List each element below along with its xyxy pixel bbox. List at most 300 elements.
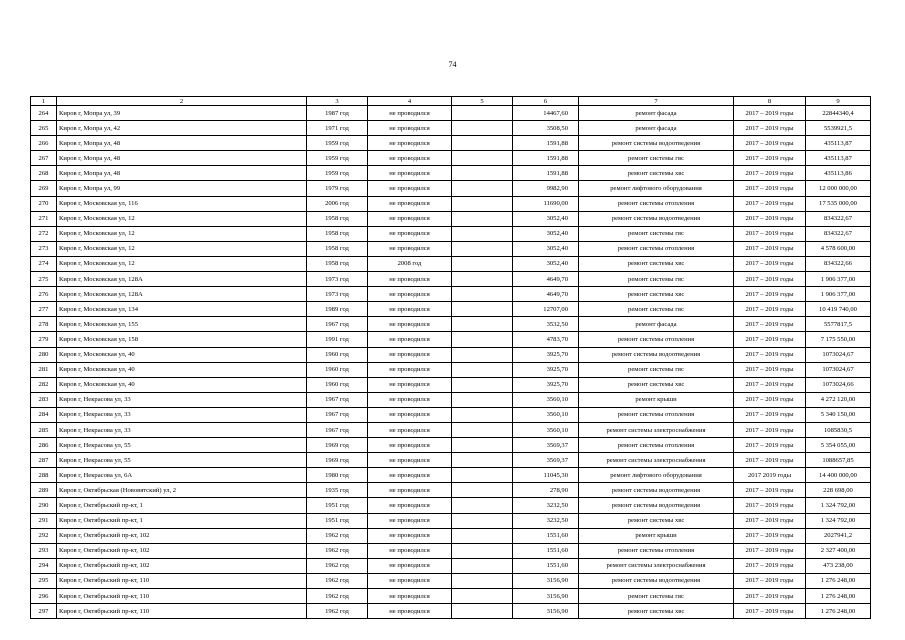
row-number-cell: 287 [31, 453, 57, 468]
area-cell: 3052,40 [513, 211, 579, 226]
area-cell: 278,90 [513, 483, 579, 498]
cost-cell: 1088657,85 [806, 453, 871, 468]
last-repair-cell: 2008 год [368, 256, 452, 271]
cost-cell: 435113,87 [806, 136, 871, 151]
build-year-cell: 1967 год [307, 317, 368, 332]
cost-cell: 5577817,5 [806, 317, 871, 332]
col5-cell [452, 317, 513, 332]
cost-cell: 1 906 377,00 [806, 287, 871, 302]
address-cell: Киров г, Мопра ул, 48 [57, 166, 307, 181]
work-type-cell: ремонт крыши [579, 392, 734, 407]
build-year-cell: 1973 год [307, 272, 368, 287]
period-cell: 2017 – 2019 годы [734, 151, 806, 166]
cost-cell: 1073024,66 [806, 377, 871, 392]
col5-cell [452, 498, 513, 513]
cost-cell: 834322,66 [806, 256, 871, 271]
address-cell: Киров г, Некрасова ул, 6А [57, 468, 307, 483]
table-row [31, 287, 871, 302]
col5-cell [452, 589, 513, 604]
build-year-cell: 1980 год [307, 468, 368, 483]
col5-cell [452, 558, 513, 573]
build-year-cell: 1959 год [307, 151, 368, 166]
col5-cell [452, 422, 513, 437]
cost-cell: 7 175 550,00 [806, 332, 871, 347]
row-number-cell: 273 [31, 241, 57, 256]
period-cell: 2017 – 2019 годы [734, 558, 806, 573]
cost-cell: 17 535 000,00 [806, 196, 871, 211]
work-type-cell: ремонт системы хвс [579, 377, 734, 392]
row-number-cell: 289 [31, 483, 57, 498]
row-number-cell: 275 [31, 272, 57, 287]
last-repair-cell: не проводился [368, 604, 452, 619]
build-year-cell: 1958 год [307, 226, 368, 241]
build-year-cell: 1951 год [307, 513, 368, 528]
work-type-cell: ремонт лифтового оборудования [579, 181, 734, 196]
address-cell: Киров г, Московская ул, 155 [57, 317, 307, 332]
work-type-cell: ремонт системы гвс [579, 272, 734, 287]
build-year-cell: 1971 год [307, 121, 368, 136]
address-cell: Киров г, Октябрьский пр-кт, 1 [57, 513, 307, 528]
build-year-cell: 1959 год [307, 166, 368, 181]
period-cell: 2017 – 2019 годы [734, 513, 806, 528]
table-row [31, 272, 871, 287]
table-row [31, 573, 871, 588]
period-cell: 2017 – 2019 годы [734, 121, 806, 136]
address-cell: Киров г, Московская ул, 128А [57, 287, 307, 302]
col5-cell [452, 272, 513, 287]
area-cell: 11690,00 [513, 196, 579, 211]
row-number-cell: 278 [31, 317, 57, 332]
last-repair-cell: не проводился [368, 528, 452, 543]
build-year-cell: 1987 год [307, 106, 368, 121]
address-cell: Киров г, Октябрьский пр-кт, 102 [57, 543, 307, 558]
col5-cell [452, 256, 513, 271]
cost-cell: 5539921,5 [806, 121, 871, 136]
row-number-cell: 294 [31, 558, 57, 573]
table-row [31, 151, 871, 166]
period-cell: 2017 – 2019 годы [734, 181, 806, 196]
build-year-cell: 1935 год [307, 483, 368, 498]
address-cell: Киров г, Мопра ул, 39 [57, 106, 307, 121]
cost-cell: 1073024,67 [806, 362, 871, 377]
period-cell: 2017 – 2019 годы [734, 543, 806, 558]
table-body [31, 106, 871, 619]
col-header-7: 7 [579, 97, 734, 106]
work-type-cell: ремонт фасада [579, 121, 734, 136]
area-cell: 3569,37 [513, 453, 579, 468]
work-type-cell: ремонт системы водоотведения [579, 136, 734, 151]
period-cell: 2017 – 2019 годы [734, 347, 806, 362]
area-cell: 1591,88 [513, 166, 579, 181]
col-header-3: 3 [307, 97, 368, 106]
period-cell: 2017 – 2019 годы [734, 438, 806, 453]
last-repair-cell: не проводился [368, 241, 452, 256]
area-cell: 3532,50 [513, 317, 579, 332]
table-row [31, 302, 871, 317]
table-row [31, 166, 871, 181]
period-cell: 2017 – 2019 годы [734, 166, 806, 181]
cost-cell: 435113,86 [806, 166, 871, 181]
col5-cell [452, 332, 513, 347]
col-header-9: 9 [806, 97, 871, 106]
work-type-cell: ремонт системы электроснабжения [579, 422, 734, 437]
row-number-cell: 297 [31, 604, 57, 619]
cost-cell: 1 276 248,00 [806, 589, 871, 604]
work-type-cell: ремонт системы хвс [579, 287, 734, 302]
last-repair-cell: не проводился [368, 332, 452, 347]
area-cell: 3925,70 [513, 347, 579, 362]
col5-cell [452, 241, 513, 256]
last-repair-cell: не проводился [368, 392, 452, 407]
work-type-cell: ремонт системы гвс [579, 589, 734, 604]
row-number-cell: 291 [31, 513, 57, 528]
work-type-cell: ремонт системы гвс [579, 151, 734, 166]
address-cell: Киров г, Московская ул, 128А [57, 272, 307, 287]
table-row [31, 181, 871, 196]
col5-cell [452, 211, 513, 226]
col5-cell [452, 151, 513, 166]
period-cell: 2017 – 2019 годы [734, 422, 806, 437]
last-repair-cell: не проводился [368, 166, 452, 181]
period-cell: 2017 – 2019 годы [734, 302, 806, 317]
last-repair-cell: не проводился [368, 543, 452, 558]
table-row [31, 136, 871, 151]
table-row [31, 121, 871, 136]
build-year-cell: 2006 год [307, 196, 368, 211]
row-number-cell: 274 [31, 256, 57, 271]
row-number-cell: 283 [31, 392, 57, 407]
area-cell: 3508,50 [513, 121, 579, 136]
period-cell: 2017 – 2019 годы [734, 453, 806, 468]
address-cell: Киров г, Некрасова ул, 55 [57, 438, 307, 453]
build-year-cell: 1973 год [307, 287, 368, 302]
last-repair-cell: не проводился [368, 453, 452, 468]
col5-cell [452, 106, 513, 121]
work-type-cell: ремонт системы гвс [579, 226, 734, 241]
row-number-cell: 295 [31, 573, 57, 588]
address-cell: Киров г, Московская ул, 116 [57, 196, 307, 211]
period-cell: 2017 – 2019 годы [734, 407, 806, 422]
area-cell: 3560,10 [513, 392, 579, 407]
address-cell: Киров г, Московская ул, 134 [57, 302, 307, 317]
col5-cell [452, 302, 513, 317]
work-type-cell: ремонт фасада [579, 106, 734, 121]
cost-cell: 5 340 150,00 [806, 407, 871, 422]
build-year-cell: 1967 год [307, 407, 368, 422]
last-repair-cell: не проводился [368, 558, 452, 573]
table-row [31, 211, 871, 226]
cost-cell: 473 238,00 [806, 558, 871, 573]
period-cell: 2017 – 2019 годы [734, 287, 806, 302]
row-number-cell: 265 [31, 121, 57, 136]
address-cell: Киров г, Московская ул, 12 [57, 226, 307, 241]
col5-cell [452, 604, 513, 619]
last-repair-cell: не проводился [368, 468, 452, 483]
area-cell: 3156,90 [513, 589, 579, 604]
row-number-cell: 296 [31, 589, 57, 604]
table-row [31, 604, 871, 619]
col5-cell [452, 392, 513, 407]
cost-cell: 228 698,00 [806, 483, 871, 498]
work-type-cell: ремонт лифтового оборудования [579, 468, 734, 483]
period-cell: 2017 – 2019 годы [734, 136, 806, 151]
cost-cell: 1085830,5 [806, 422, 871, 437]
col-header-5: 5 [452, 97, 513, 106]
row-number-cell: 290 [31, 498, 57, 513]
period-cell: 2017 – 2019 годы [734, 332, 806, 347]
cost-cell: 10 419 740,00 [806, 302, 871, 317]
col5-cell [452, 513, 513, 528]
period-cell: 2017 – 2019 годы [734, 226, 806, 241]
last-repair-cell: не проводился [368, 136, 452, 151]
build-year-cell: 1989 год [307, 302, 368, 317]
row-number-cell: 269 [31, 181, 57, 196]
row-number-cell: 285 [31, 422, 57, 437]
col5-cell [452, 362, 513, 377]
table-row [31, 332, 871, 347]
row-number-cell: 288 [31, 468, 57, 483]
last-repair-cell: не проводился [368, 121, 452, 136]
build-year-cell: 1962 год [307, 558, 368, 573]
address-cell: Киров г, Октябрьская (Нововятский) ул, 2 [57, 483, 307, 498]
period-cell: 2017 – 2019 годы [734, 272, 806, 287]
address-cell: Киров г, Некрасова ул, 55 [57, 453, 307, 468]
row-number-cell: 292 [31, 528, 57, 543]
address-cell: Киров г, Московская ул, 12 [57, 256, 307, 271]
last-repair-cell: не проводился [368, 573, 452, 588]
last-repair-cell: не проводился [368, 498, 452, 513]
last-repair-cell: не проводился [368, 422, 452, 437]
build-year-cell: 1958 год [307, 211, 368, 226]
address-cell: Киров г, Некрасова ул, 33 [57, 407, 307, 422]
table-row [31, 106, 871, 121]
col-header-8: 8 [734, 97, 806, 106]
cost-cell: 834322,67 [806, 226, 871, 241]
area-cell: 11045,30 [513, 468, 579, 483]
col5-cell [452, 528, 513, 543]
work-type-cell: ремонт системы хвс [579, 256, 734, 271]
address-cell: Киров г, Московская ул, 40 [57, 377, 307, 392]
area-cell: 3052,40 [513, 241, 579, 256]
build-year-cell: 1962 год [307, 543, 368, 558]
cost-cell: 1 276 248,00 [806, 604, 871, 619]
row-number-cell: 270 [31, 196, 57, 211]
row-number-cell: 281 [31, 362, 57, 377]
build-year-cell: 1960 год [307, 347, 368, 362]
last-repair-cell: не проводился [368, 106, 452, 121]
period-cell: 2017 – 2019 годы [734, 498, 806, 513]
build-year-cell: 1991 год [307, 332, 368, 347]
table-row [31, 453, 871, 468]
col5-cell [452, 453, 513, 468]
period-cell: 2017 – 2019 годы [734, 196, 806, 211]
area-cell: 3232,50 [513, 498, 579, 513]
address-cell: Киров г, Октябрьский пр-кт, 110 [57, 589, 307, 604]
cost-cell: 22844340,4 [806, 106, 871, 121]
address-cell: Киров г, Мопра ул, 99 [57, 181, 307, 196]
period-cell: 2017 – 2019 годы [734, 573, 806, 588]
build-year-cell: 1979 год [307, 181, 368, 196]
last-repair-cell: не проводился [368, 513, 452, 528]
cost-cell: 14 400 000,00 [806, 468, 871, 483]
build-year-cell: 1959 год [307, 136, 368, 151]
table-row [31, 347, 871, 362]
table-row [31, 377, 871, 392]
period-cell: 2017 – 2019 годы [734, 589, 806, 604]
address-cell: Киров г, Московская ул, 158 [57, 332, 307, 347]
last-repair-cell: не проводился [368, 272, 452, 287]
work-type-cell: ремонт системы водоотведения [579, 498, 734, 513]
area-cell: 12707,00 [513, 302, 579, 317]
address-cell: Киров г, Некрасова ул, 33 [57, 392, 307, 407]
table-row [31, 498, 871, 513]
address-cell: Киров г, Московская ул, 40 [57, 362, 307, 377]
cost-cell: 4 272 120,00 [806, 392, 871, 407]
col-header-2: 2 [57, 97, 307, 106]
work-type-cell: ремонт системы отопления [579, 241, 734, 256]
last-repair-cell: не проводился [368, 347, 452, 362]
row-number-cell: 267 [31, 151, 57, 166]
area-cell: 1591,88 [513, 136, 579, 151]
table-row [31, 226, 871, 241]
row-number-cell: 271 [31, 211, 57, 226]
work-type-cell: ремонт системы хвс [579, 513, 734, 528]
row-number-cell: 264 [31, 106, 57, 121]
area-cell: 1591,88 [513, 151, 579, 166]
build-year-cell: 1967 год [307, 422, 368, 437]
work-type-cell: ремонт системы отопления [579, 407, 734, 422]
area-cell: 1551,60 [513, 558, 579, 573]
address-cell: Киров г, Октябрьский пр-кт, 102 [57, 558, 307, 573]
col5-cell [452, 438, 513, 453]
table-row [31, 528, 871, 543]
last-repair-cell: не проводился [368, 226, 452, 241]
work-type-cell: ремонт системы отопления [579, 196, 734, 211]
work-type-cell: ремонт системы водоотведения [579, 347, 734, 362]
build-year-cell: 1962 год [307, 604, 368, 619]
table-row [31, 362, 871, 377]
area-cell: 3156,90 [513, 573, 579, 588]
cost-cell: 1 276 248,00 [806, 573, 871, 588]
area-cell: 1551,60 [513, 543, 579, 558]
area-cell: 9982,90 [513, 181, 579, 196]
last-repair-cell: не проводился [368, 317, 452, 332]
col-header-6: 6 [513, 97, 579, 106]
cost-cell: 1 906 377,00 [806, 272, 871, 287]
work-type-cell: ремонт системы отопления [579, 438, 734, 453]
table-row [31, 513, 871, 528]
period-cell: 2017 – 2019 годы [734, 528, 806, 543]
last-repair-cell: не проводился [368, 407, 452, 422]
work-type-cell: ремонт системы отопления [579, 543, 734, 558]
capital-repair-table [30, 96, 871, 619]
work-type-cell: ремонт крыши [579, 528, 734, 543]
work-type-cell: ремонт системы водоотведения [579, 573, 734, 588]
build-year-cell: 1958 год [307, 256, 368, 271]
address-cell: Киров г, Октябрьский пр-кт, 102 [57, 528, 307, 543]
last-repair-cell: не проводился [368, 287, 452, 302]
area-cell: 14467,60 [513, 106, 579, 121]
last-repair-cell: не проводился [368, 181, 452, 196]
row-number-cell: 284 [31, 407, 57, 422]
table-row [31, 558, 871, 573]
col5-cell [452, 226, 513, 241]
area-cell: 3052,40 [513, 226, 579, 241]
build-year-cell: 1958 год [307, 241, 368, 256]
col5-cell [452, 377, 513, 392]
col5-cell [452, 166, 513, 181]
work-type-cell: ремонт системы электроснабжения [579, 453, 734, 468]
address-cell: Киров г, Октябрьский пр-кт, 110 [57, 573, 307, 588]
area-cell: 4649,70 [513, 272, 579, 287]
table-row [31, 422, 871, 437]
table-row [31, 241, 871, 256]
table-row [31, 196, 871, 211]
row-number-cell: 279 [31, 332, 57, 347]
address-cell: Киров г, Мопра ул, 42 [57, 121, 307, 136]
col5-cell [452, 543, 513, 558]
area-cell: 3052,40 [513, 256, 579, 271]
table-row [31, 543, 871, 558]
work-type-cell: ремонт системы хвс [579, 604, 734, 619]
header-row [31, 97, 871, 106]
address-cell: Киров г, Октябрьский пр-кт, 110 [57, 604, 307, 619]
address-cell: Киров г, Московская ул, 40 [57, 347, 307, 362]
col5-cell [452, 181, 513, 196]
cost-cell: 834322,67 [806, 211, 871, 226]
last-repair-cell: не проводился [368, 377, 452, 392]
row-number-cell: 286 [31, 438, 57, 453]
row-number-cell: 280 [31, 347, 57, 362]
cost-cell: 1073024,67 [806, 347, 871, 362]
table-row [31, 589, 871, 604]
period-cell: 2017 – 2019 годы [734, 317, 806, 332]
table-row [31, 468, 871, 483]
cost-cell: 5 354 055,00 [806, 438, 871, 453]
build-year-cell: 1962 год [307, 573, 368, 588]
row-number-cell: 266 [31, 136, 57, 151]
area-cell: 3232,50 [513, 513, 579, 528]
col5-cell [452, 483, 513, 498]
build-year-cell: 1960 год [307, 362, 368, 377]
build-year-cell: 1960 год [307, 377, 368, 392]
cost-cell: 12 000 000,00 [806, 181, 871, 196]
last-repair-cell: не проводился [368, 211, 452, 226]
work-type-cell: ремонт системы водоотведения [579, 483, 734, 498]
work-type-cell: ремонт системы отопления [579, 332, 734, 347]
address-cell: Киров г, Октябрьский пр-кт, 1 [57, 498, 307, 513]
work-type-cell: ремонт системы хвс [579, 166, 734, 181]
row-number-cell: 293 [31, 543, 57, 558]
last-repair-cell: не проводился [368, 151, 452, 166]
col5-cell [452, 468, 513, 483]
period-cell: 2017 – 2019 годы [734, 392, 806, 407]
cost-cell: 2027941,2 [806, 528, 871, 543]
work-type-cell: ремонт системы электроснабжения [579, 558, 734, 573]
build-year-cell: 1969 год [307, 453, 368, 468]
col5-cell [452, 407, 513, 422]
work-type-cell: ремонт системы гвс [579, 362, 734, 377]
build-year-cell: 1969 год [307, 438, 368, 453]
last-repair-cell: не проводился [368, 438, 452, 453]
address-cell: Киров г, Московская ул, 12 [57, 211, 307, 226]
col-header-1: 1 [31, 97, 57, 106]
period-cell: 2017 – 2019 годы [734, 211, 806, 226]
address-cell: Киров г, Некрасова ул, 33 [57, 422, 307, 437]
table-row [31, 483, 871, 498]
table-row [31, 317, 871, 332]
row-number-cell: 268 [31, 166, 57, 181]
